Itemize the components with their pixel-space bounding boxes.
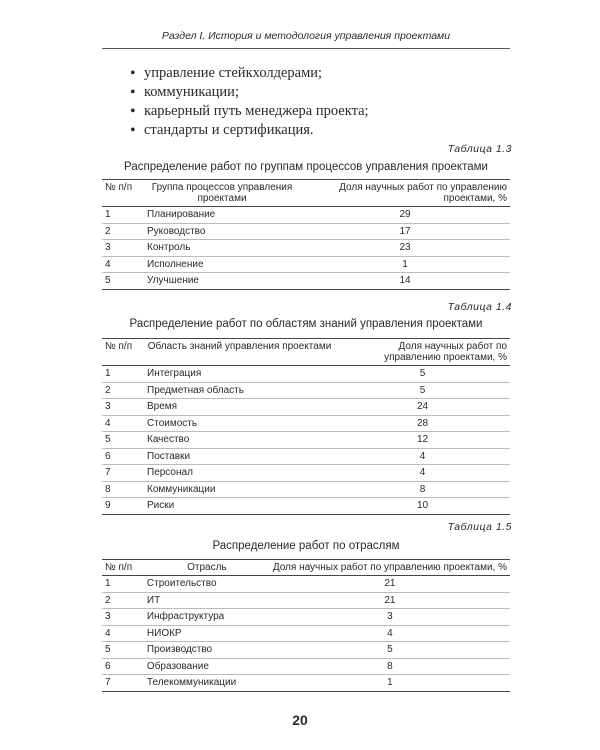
table-1-3-row-value: 17 bbox=[300, 223, 510, 240]
table-1-5-row-number: 7 bbox=[102, 675, 144, 692]
table-1-4-header-share: Доля научных работ по управлению проектами, % bbox=[335, 339, 510, 366]
table-1-3-header-num: № п/п bbox=[102, 180, 144, 207]
table-1-4-row-name: Стоимость bbox=[144, 415, 335, 432]
table-1-5-row-value: 1 bbox=[270, 675, 510, 692]
table-1-3-row-value: 14 bbox=[300, 273, 510, 290]
table-1-4-row bbox=[102, 382, 510, 399]
table-1-5-row-value: 21 bbox=[270, 576, 510, 593]
table-1-4-row bbox=[102, 465, 510, 482]
table-1-5-row bbox=[102, 625, 510, 642]
table-1-3-row bbox=[102, 223, 510, 240]
table-1-3-row bbox=[102, 273, 510, 290]
table-1-4-row-number: 9 bbox=[102, 498, 144, 515]
table-1-4-row-value: 10 bbox=[335, 498, 510, 515]
table-1-4-row-number: 8 bbox=[102, 481, 144, 498]
table-1-4 bbox=[102, 338, 510, 515]
table-1-4-row-number: 2 bbox=[102, 382, 144, 399]
table-1-4-row-name: Персонал bbox=[144, 465, 335, 482]
table-1-3-row-value: 29 bbox=[300, 207, 510, 224]
table-1-5-row-name: Производство bbox=[144, 642, 270, 659]
table-1-5-row-number: 2 bbox=[102, 592, 144, 609]
table-1-5-row-value: 8 bbox=[270, 658, 510, 675]
bullet-item: • коммуникации; bbox=[130, 83, 369, 102]
table-1-4-row bbox=[102, 432, 510, 449]
table-1-4-row-name: Интеграция bbox=[144, 366, 335, 383]
table-1-4-row-number: 5 bbox=[102, 432, 144, 449]
table-1-5-title: Распределение работ по отраслям bbox=[212, 540, 400, 552]
table-1-5-row bbox=[102, 642, 510, 659]
table-1-3-row-name: Улучшение bbox=[144, 273, 300, 290]
table-1-4-row-value: 5 bbox=[335, 382, 510, 399]
table-1-5-row-name: Строительство bbox=[144, 576, 270, 593]
table-1-5-row-name: Телекоммуникации bbox=[144, 675, 270, 692]
table-1-5-row bbox=[102, 675, 510, 692]
table-1-3-row bbox=[102, 207, 510, 224]
table-1-3-row-value: 23 bbox=[300, 240, 510, 257]
table-1-3-row-name: Контроль bbox=[144, 240, 300, 257]
table-1-5-row bbox=[102, 592, 510, 609]
table-1-4-row bbox=[102, 366, 510, 383]
bullet-item: • управление стейкхолдерами; bbox=[130, 64, 369, 83]
table-1-3-label: Таблица 1.3 bbox=[447, 143, 512, 155]
table-1-5-header-industry: Отрасль bbox=[144, 560, 270, 576]
table-1-4-row-value: 5 bbox=[335, 366, 510, 383]
table-1-5-label: Таблица 1.5 bbox=[447, 521, 512, 533]
table-1-5-row bbox=[102, 576, 510, 593]
table-1-5-row-value: 3 bbox=[270, 609, 510, 626]
table-1-4-row-name: Время bbox=[144, 399, 335, 416]
table-1-5-row bbox=[102, 658, 510, 675]
table-1-3-header-share: Доля научных работ по управлению проектами, % bbox=[300, 180, 510, 207]
table-1-4-row-value: 4 bbox=[335, 448, 510, 465]
table-1-3-row-value: 1 bbox=[300, 256, 510, 273]
table-1-5-row-number: 3 bbox=[102, 609, 144, 626]
table-1-4-row-value: 24 bbox=[335, 399, 510, 416]
table-1-5-row-value: 21 bbox=[270, 592, 510, 609]
table-1-4-header-area: Область знаний управления проектами bbox=[144, 339, 335, 366]
table-1-4-row bbox=[102, 448, 510, 465]
table-1-4-row-name: Предметная область bbox=[144, 382, 335, 399]
table-1-3-title: Распределение работ по группам процессов управления проектами bbox=[124, 161, 488, 173]
table-1-5-row-value: 4 bbox=[270, 625, 510, 642]
table-1-5-header-share: Доля научных работ по управлению проектами, % bbox=[270, 560, 510, 576]
table-1-5 bbox=[102, 559, 510, 692]
table-1-4-row-value: 28 bbox=[335, 415, 510, 432]
table-1-3-row-number: 2 bbox=[102, 223, 144, 240]
table-1-5-row-number: 6 bbox=[102, 658, 144, 675]
table-1-4-title: Распределение работ по областям знаний управления проектами bbox=[129, 318, 483, 330]
table-1-5-header-num: № п/п bbox=[102, 560, 144, 576]
table-1-5-row-number: 5 bbox=[102, 642, 144, 659]
table-1-5-row-number: 1 bbox=[102, 576, 144, 593]
table-1-5-row-name: Инфраструктура bbox=[144, 609, 270, 626]
table-1-5-row-name: Образование bbox=[144, 658, 270, 675]
table-1-3-row-number: 1 bbox=[102, 207, 144, 224]
bullet-list bbox=[130, 64, 369, 140]
table-1-4-row-value: 8 bbox=[335, 481, 510, 498]
table-1-5-body bbox=[102, 576, 510, 692]
table-1-4-row bbox=[102, 481, 510, 498]
table-1-4-row-number: 7 bbox=[102, 465, 144, 482]
table-1-3-row-number: 5 bbox=[102, 273, 144, 290]
table-1-4-row-number: 6 bbox=[102, 448, 144, 465]
table-1-4-row-number: 3 bbox=[102, 399, 144, 416]
table-1-4-row-number: 1 bbox=[102, 366, 144, 383]
table-1-4-row-name: Качество bbox=[144, 432, 335, 449]
table-1-5-row-name: НИОКР bbox=[144, 625, 270, 642]
table-1-3-row-name: Исполнение bbox=[144, 256, 300, 273]
table-1-3-row-number: 4 bbox=[102, 256, 144, 273]
table-1-5-row-value: 5 bbox=[270, 642, 510, 659]
table-1-4-header-num: № п/п bbox=[102, 339, 144, 366]
table-1-3-row-number: 3 bbox=[102, 240, 144, 257]
table-1-4-row-name: Поставки bbox=[144, 448, 335, 465]
table-1-4-row-value: 12 bbox=[335, 432, 510, 449]
table-1-4-row bbox=[102, 399, 510, 416]
table-1-4-body bbox=[102, 366, 510, 515]
table-1-3-row bbox=[102, 256, 510, 273]
table-1-4-label: Таблица 1.4 bbox=[447, 301, 512, 313]
table-1-4-row-number: 4 bbox=[102, 415, 144, 432]
table-1-3-body bbox=[102, 207, 510, 290]
table-1-4-row bbox=[102, 498, 510, 515]
table-1-4-row-value: 4 bbox=[335, 465, 510, 482]
table-1-5-row-name: ИТ bbox=[144, 592, 270, 609]
running-header: Раздел I. История и методология управления проектами bbox=[102, 30, 510, 49]
table-1-3-row bbox=[102, 240, 510, 257]
table-1-4-row-name: Коммуникации bbox=[144, 481, 335, 498]
table-1-3-header-group: Группа процессов управления проектами bbox=[144, 180, 300, 207]
bullet-item: • карьерный путь менеджера проекта; bbox=[130, 102, 369, 121]
table-1-4-row bbox=[102, 415, 510, 432]
table-1-4-row-name: Риски bbox=[144, 498, 335, 515]
table-1-5-row-number: 4 bbox=[102, 625, 144, 642]
table-1-3 bbox=[102, 179, 510, 290]
bullet-item: • стандарты и сертификация. bbox=[130, 121, 369, 140]
page-number: 20 bbox=[292, 712, 308, 728]
table-1-3-row-name: Планирование bbox=[144, 207, 300, 224]
table-1-5-row bbox=[102, 609, 510, 626]
table-1-3-row-name: Руководство bbox=[144, 223, 300, 240]
